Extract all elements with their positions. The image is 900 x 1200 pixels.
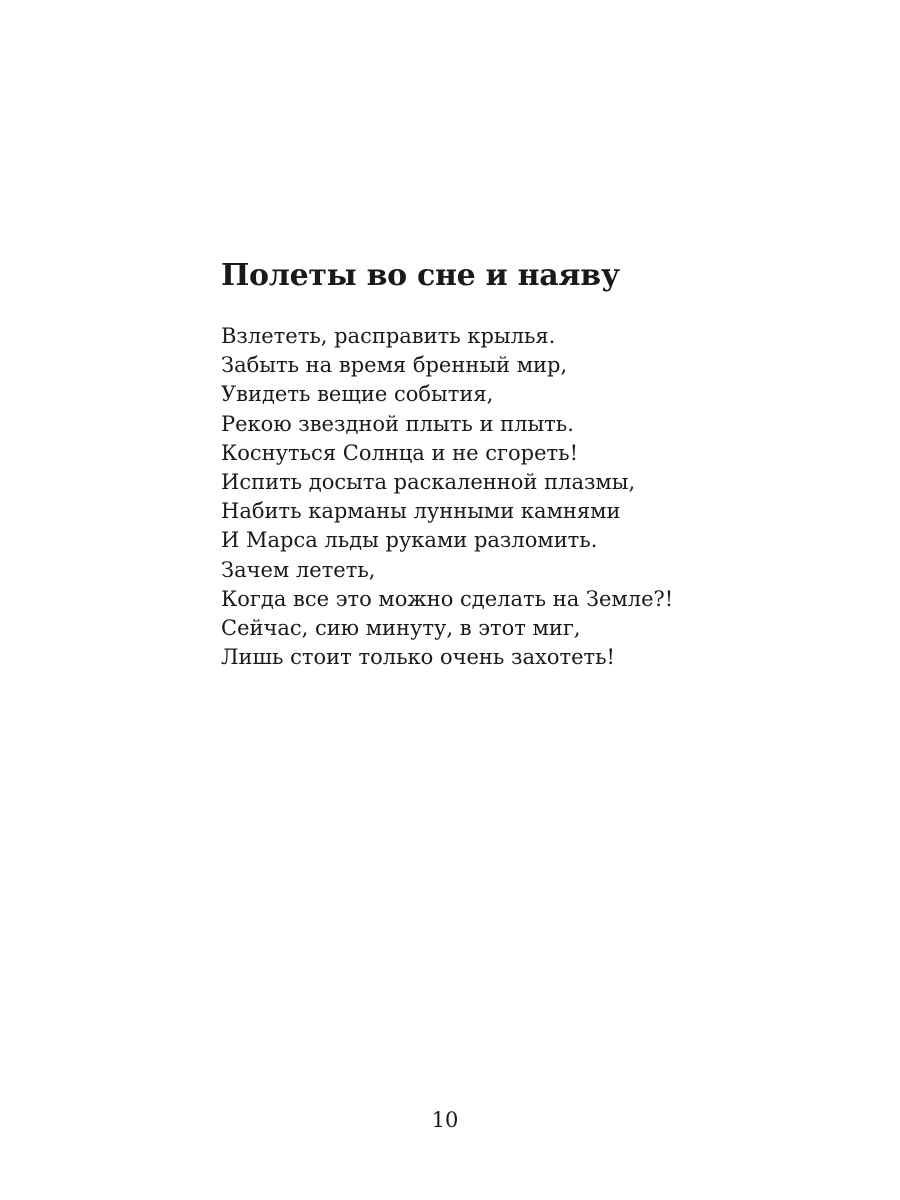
poem-line: И Марса льды руками разломить. [221,528,598,553]
poem-line: Коснуться Солнца и не сгореть! [221,440,579,465]
poem-line: Сейчас, сию минуту, в этот миг, [221,615,581,640]
poem-line: Увидеть вещие события, [221,382,494,407]
poem-line: Взлететь, расправить крылья. [221,324,556,348]
poem-line: Зачем лететь, [221,557,376,582]
page-number: 10 [431,1108,459,1132]
poem-line: Забыть на время бренный мир, [221,353,568,378]
poem-line: Лишь стоит только очень захотеть! [221,645,615,670]
poem-title: Полеты во сне и наяву [221,258,620,293]
poem-line: Испить досыта раскаленной плазмы, [221,469,636,494]
poem-line: Когда все это можно сделать на Земле?! [221,586,674,611]
poem-body [221,322,673,672]
poem-line: Набить карманы лунными камнями [221,499,621,524]
poem-line: Рекою звездной плыть и плыть. [221,411,574,436]
